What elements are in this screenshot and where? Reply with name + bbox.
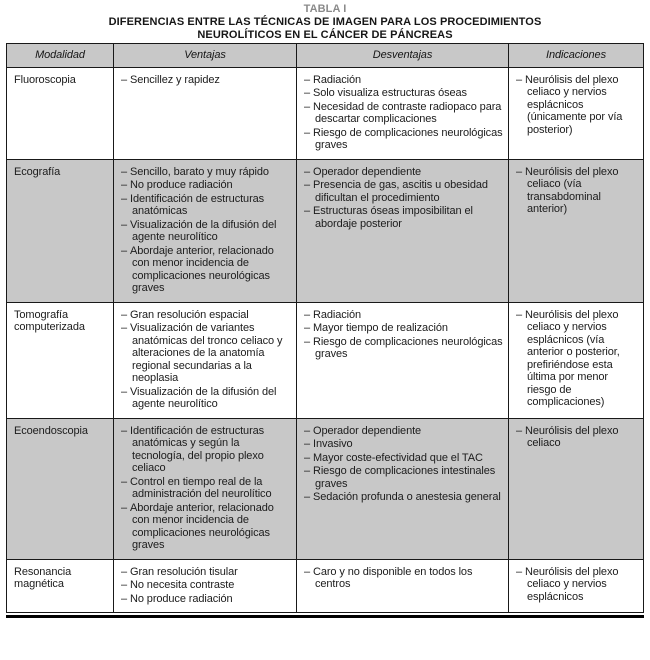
cell-modalidad: Fluoroscopia — [7, 67, 114, 159]
cell-indicaciones — [509, 559, 644, 613]
table-title-line1: DIFERENCIAS ENTRE LAS TÉCNICAS DE IMAGEN PARA LOS PROCEDIMIENTOS — [108, 16, 542, 28]
bullet-item: – Invasivo — [304, 438, 503, 451]
bullet-item: – Control en tiempo real de la administración del neurolítico — [121, 476, 291, 501]
cell-desventajas — [297, 418, 509, 559]
cell-ventajas — [114, 559, 297, 613]
comparison-table — [6, 43, 644, 613]
bullet-item: – Presencia de gas, ascitis u obesidad dificultan el procedimiento — [304, 179, 503, 204]
bullet-item: – Solo visualiza estructuras óseas — [304, 87, 503, 100]
bullet-item: – Riesgo de complicaciones neurológicas graves — [304, 127, 503, 152]
bullet-item: – Operador dependiente — [304, 166, 503, 179]
bullet-item: – Gran resolución tisular — [121, 566, 291, 579]
bullet-item: – Mayor coste-efectividad que el TAC — [304, 452, 503, 465]
bullet-item: – Identificación de estructuras anatómicas y según la tecnología, del propio plexo celiaco — [121, 425, 291, 475]
bullet-item: – Gran resolución espacial — [121, 309, 291, 322]
bullet-item: – Identificación de estructuras anatómicas — [121, 193, 291, 218]
table-row — [7, 67, 644, 159]
bullet-item: – Neurólisis del plexo celiaco y nervios esplácnicos (vía anterior o posterior, prefiriéndose esta última por menor riesgo de complicaciones) — [516, 309, 638, 409]
bullet-item: – No produce radiación — [121, 179, 291, 192]
bullet-item: – Sencillo, barato y muy rápido — [121, 166, 291, 179]
cell-ventajas — [114, 302, 297, 418]
bullet-item: – Visualización de variantes anatómicas del tronco celiaco y alteraciones de la anatomía regional secundarias a la neoplasia — [121, 322, 291, 385]
table-title-block — [0, 0, 650, 42]
cell-desventajas — [297, 67, 509, 159]
column-header-modalidad: Modalidad — [7, 44, 114, 68]
table-bottom-rule — [6, 615, 644, 618]
bullet-item: – Neurólisis del plexo celiaco y nervios esplácnicos (únicamente por vía posterior) — [516, 74, 638, 137]
cell-indicaciones — [509, 302, 644, 418]
bullet-item: – Neurólisis del plexo celiaco (vía transabdominal anterior) — [516, 166, 638, 216]
cell-indicaciones — [509, 159, 644, 302]
bullet-item: – Operador dependiente — [304, 425, 503, 438]
bullet-item: – Visualización de la difusión del agente neurolítico — [121, 386, 291, 411]
bullet-item: – Necesidad de contraste radiopaco para descartar complicaciones — [304, 101, 503, 126]
column-header-ventajas: Ventajas — [114, 44, 297, 68]
bullet-item: – Riesgo de complicaciones neurológicas graves — [304, 336, 503, 361]
bullet-item: – Neurólisis del plexo celiaco — [516, 425, 638, 450]
bullet-item: – No produce radiación — [121, 593, 291, 606]
table-body — [7, 67, 644, 613]
cell-modalidad: Resonancia magnética — [7, 559, 114, 613]
header-row — [7, 44, 644, 68]
bullet-item: – Radiación — [304, 74, 503, 87]
cell-modalidad: Ecoendoscopia — [7, 418, 114, 559]
table-title-line2: NEUROLÍTICOS EN EL CÁNCER DE PÁNCREAS — [197, 29, 453, 41]
bullet-item: – Sencillez y rapidez — [121, 74, 291, 87]
table-row — [7, 418, 644, 559]
table-row — [7, 302, 644, 418]
cell-desventajas — [297, 302, 509, 418]
table-row — [7, 559, 644, 613]
cell-indicaciones — [509, 418, 644, 559]
bullet-item: – No necesita contraste — [121, 579, 291, 592]
cell-desventajas — [297, 159, 509, 302]
cell-indicaciones — [509, 67, 644, 159]
column-header-indicaciones: Indicaciones — [509, 44, 644, 68]
bullet-item: – Riesgo de complicaciones intestinales graves — [304, 465, 503, 490]
bullet-item: – Abordaje anterior, relacionado con menor incidencia de complicaciones neurológicas graves — [121, 245, 291, 295]
cell-modalidad: Ecografía — [7, 159, 114, 302]
table-number-label: TABLA I — [303, 3, 347, 15]
bullet-item: – Mayor tiempo de realización — [304, 322, 503, 335]
table-row — [7, 159, 644, 302]
cell-ventajas — [114, 67, 297, 159]
bullet-item: – Sedación profunda o anestesia general — [304, 491, 503, 504]
bullet-item: – Neurólisis del plexo celiaco y nervios esplácnicos — [516, 566, 638, 604]
bullet-item: – Caro y no disponible en todos los centros — [304, 566, 503, 591]
cell-modalidad: Tomografía computerizada — [7, 302, 114, 418]
bullet-item: – Estructuras óseas imposibilitan el abordaje posterior — [304, 205, 503, 230]
bullet-item: – Abordaje anterior, relacionado con menor incidencia de complicaciones neurológicas graves — [121, 502, 291, 552]
cell-desventajas — [297, 559, 509, 613]
bullet-item: – Visualización de la difusión del agente neurolítico — [121, 219, 291, 244]
column-header-desventajas: Desventajas — [297, 44, 509, 68]
cell-ventajas — [114, 159, 297, 302]
cell-ventajas — [114, 418, 297, 559]
bullet-item: – Radiación — [304, 309, 503, 322]
